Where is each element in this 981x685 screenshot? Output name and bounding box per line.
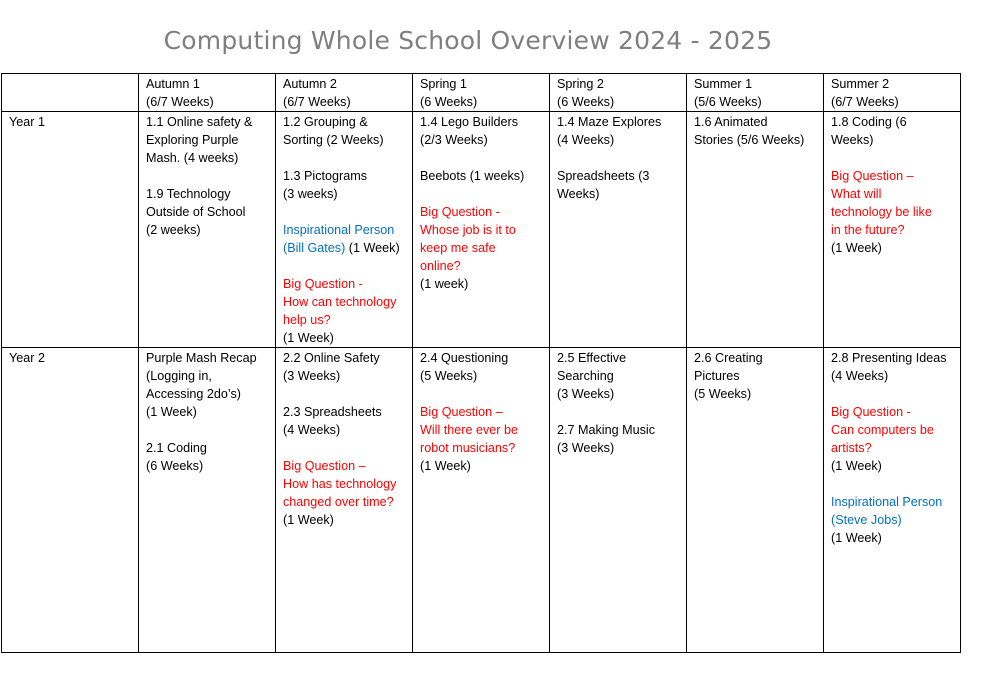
term-name: Spring 2 bbox=[557, 77, 604, 91]
unit-text: (5 Weeks) bbox=[420, 369, 478, 383]
term-weeks: (6 Weeks) bbox=[557, 95, 615, 109]
term-header-summer-2 bbox=[824, 74, 961, 112]
big-question-text: Big Question - bbox=[831, 405, 911, 419]
unit-text: (3 Weeks) bbox=[557, 441, 615, 455]
inspirational-person-text: Inspirational Person bbox=[831, 495, 943, 509]
big-question-text: Big Question - bbox=[283, 277, 363, 291]
unit-text: Beebots (1 weeks) bbox=[420, 169, 525, 183]
unit-text: 1.9 Technology bbox=[146, 187, 231, 201]
unit-text: (1 Week) bbox=[831, 531, 882, 545]
unit-text: (1 Week) bbox=[283, 513, 334, 527]
unit-text: (5 Weeks) bbox=[694, 387, 752, 401]
cell-year-1-summer-2 bbox=[824, 112, 961, 348]
unit-text: Sorting (2 Weeks) bbox=[283, 133, 384, 147]
big-question-text: in the future? bbox=[831, 223, 905, 237]
corner-cell bbox=[2, 74, 139, 112]
term-name: Summer 2 bbox=[831, 77, 890, 91]
unit-text: (3 Weeks) bbox=[557, 387, 615, 401]
unit-text: Pictures bbox=[694, 369, 740, 383]
cell-year-1-autumn-1 bbox=[139, 112, 276, 348]
inspirational-person-name: (Steve Jobs) bbox=[831, 513, 902, 527]
unit-text: 1.2 Grouping & bbox=[283, 115, 368, 129]
cell-year-2-spring-1 bbox=[413, 348, 550, 653]
unit-text: 2.4 Questioning bbox=[420, 351, 509, 365]
term-weeks: (6/7 Weeks) bbox=[146, 95, 214, 109]
year-2-row bbox=[2, 348, 961, 653]
term-weeks: (6/7 Weeks) bbox=[283, 95, 351, 109]
term-header-spring-1 bbox=[413, 74, 550, 112]
unit-text: (6 Weeks) bbox=[146, 459, 204, 473]
unit-text: Outside of School bbox=[146, 205, 246, 219]
unit-text: (3 weeks) bbox=[283, 187, 338, 201]
unit-text: Weeks) bbox=[831, 133, 874, 147]
big-question-text: What will bbox=[831, 187, 882, 201]
unit-text: 1.3 Pictograms bbox=[283, 169, 367, 183]
inspirational-person-text: Inspirational Person bbox=[283, 223, 395, 237]
unit-text: (4 Weeks) bbox=[557, 133, 615, 147]
unit-text: Mash. (4 weeks) bbox=[146, 151, 239, 165]
big-question-text: robot musicians? bbox=[420, 441, 516, 455]
unit-text: (1 Week) bbox=[345, 241, 400, 255]
unit-text: (4 Weeks) bbox=[831, 369, 889, 383]
unit-text: (1 Week) bbox=[420, 459, 471, 473]
unit-text: (4 Weeks) bbox=[283, 423, 341, 437]
unit-text: (Logging in, bbox=[146, 369, 212, 383]
big-question-text: Big Question – bbox=[420, 405, 503, 419]
big-question-text: changed over time? bbox=[283, 495, 394, 509]
page-title: Computing Whole School Overview 2024 - 2025 bbox=[163, 26, 773, 55]
row-label-year-1: Year 1 bbox=[2, 112, 139, 348]
big-question-text: keep me safe bbox=[420, 241, 496, 255]
unit-text: Spreadsheets (3 bbox=[557, 169, 650, 183]
unit-text: 2.6 Creating bbox=[694, 351, 763, 365]
big-question-text: Big Question – bbox=[283, 459, 366, 473]
unit-text: 2.5 Effective bbox=[557, 351, 627, 365]
row-label-year-2: Year 2 bbox=[2, 348, 139, 653]
term-name: Autumn 1 bbox=[146, 77, 200, 91]
unit-text: (1 Week) bbox=[283, 331, 334, 345]
big-question-text: Will there ever be bbox=[420, 423, 518, 437]
unit-text: (1 week) bbox=[420, 277, 469, 291]
cell-year-2-summer-2 bbox=[824, 348, 961, 653]
year-1-row bbox=[2, 112, 961, 348]
big-question-text: How can technology bbox=[283, 295, 397, 309]
big-question-text: online? bbox=[420, 259, 461, 273]
cell-year-1-autumn-2 bbox=[276, 112, 413, 348]
unit-text: 1.4 Lego Builders bbox=[420, 115, 519, 129]
term-weeks: (6/7 Weeks) bbox=[831, 95, 899, 109]
unit-text: (2/3 Weeks) bbox=[420, 133, 488, 147]
unit-text: 1.8 Coding (6 bbox=[831, 115, 907, 129]
big-question-text: Big Question - bbox=[420, 205, 500, 219]
cell-year-2-autumn-1 bbox=[139, 348, 276, 653]
big-question-text: Can computers be bbox=[831, 423, 934, 437]
unit-text: 2.8 Presenting Ideas bbox=[831, 351, 947, 365]
overview-table bbox=[1, 73, 961, 653]
unit-text: (2 weeks) bbox=[146, 223, 201, 237]
term-header-spring-2 bbox=[550, 74, 687, 112]
big-question-text: artists? bbox=[831, 441, 872, 455]
unit-text: 2.3 Spreadsheets bbox=[283, 405, 382, 419]
unit-text: 2.2 Online Safety bbox=[283, 351, 380, 365]
unit-text: 2.1 Coding bbox=[146, 441, 207, 455]
term-weeks: (6 Weeks) bbox=[420, 95, 478, 109]
term-weeks: (5/6 Weeks) bbox=[694, 95, 762, 109]
unit-text: (1 Week) bbox=[146, 405, 197, 419]
unit-text: 1.1 Online safety & bbox=[146, 115, 253, 129]
unit-text: Accessing 2do’s) bbox=[146, 387, 241, 401]
cell-year-1-spring-1 bbox=[413, 112, 550, 348]
unit-text: 1.4 Maze Explores bbox=[557, 115, 662, 129]
unit-text: Purple Mash Recap bbox=[146, 351, 257, 365]
unit-text: (1 Week) bbox=[831, 241, 882, 255]
unit-text: (1 Week) bbox=[831, 459, 882, 473]
cell-year-2-summer-1 bbox=[687, 348, 824, 653]
term-name: Spring 1 bbox=[420, 77, 467, 91]
unit-text: Searching bbox=[557, 369, 614, 383]
big-question-text: Whose job is it to bbox=[420, 223, 516, 237]
big-question-text: help us? bbox=[283, 313, 331, 327]
term-header-summer-1 bbox=[687, 74, 824, 112]
term-header-autumn-2 bbox=[276, 74, 413, 112]
unit-text: 1.6 Animated bbox=[694, 115, 768, 129]
cell-year-2-spring-2 bbox=[550, 348, 687, 653]
cell-year-1-spring-2 bbox=[550, 112, 687, 348]
unit-text: 2.7 Making Music bbox=[557, 423, 655, 437]
cell-year-2-autumn-2 bbox=[276, 348, 413, 653]
term-name: Autumn 2 bbox=[283, 77, 337, 91]
big-question-text: Big Question – bbox=[831, 169, 914, 183]
big-question-text: How has technology bbox=[283, 477, 397, 491]
unit-text: Exploring Purple bbox=[146, 133, 239, 147]
unit-text: Weeks) bbox=[557, 187, 600, 201]
inspirational-person-name: (Bill Gates) bbox=[283, 241, 346, 255]
unit-text: Stories (5/6 Weeks) bbox=[694, 133, 805, 147]
header-row bbox=[2, 74, 961, 112]
big-question-text: technology be like bbox=[831, 205, 932, 219]
cell-year-1-summer-1 bbox=[687, 112, 824, 348]
term-name: Summer 1 bbox=[694, 77, 753, 91]
unit-text: (3 Weeks) bbox=[283, 369, 341, 383]
term-header-autumn-1 bbox=[139, 74, 276, 112]
